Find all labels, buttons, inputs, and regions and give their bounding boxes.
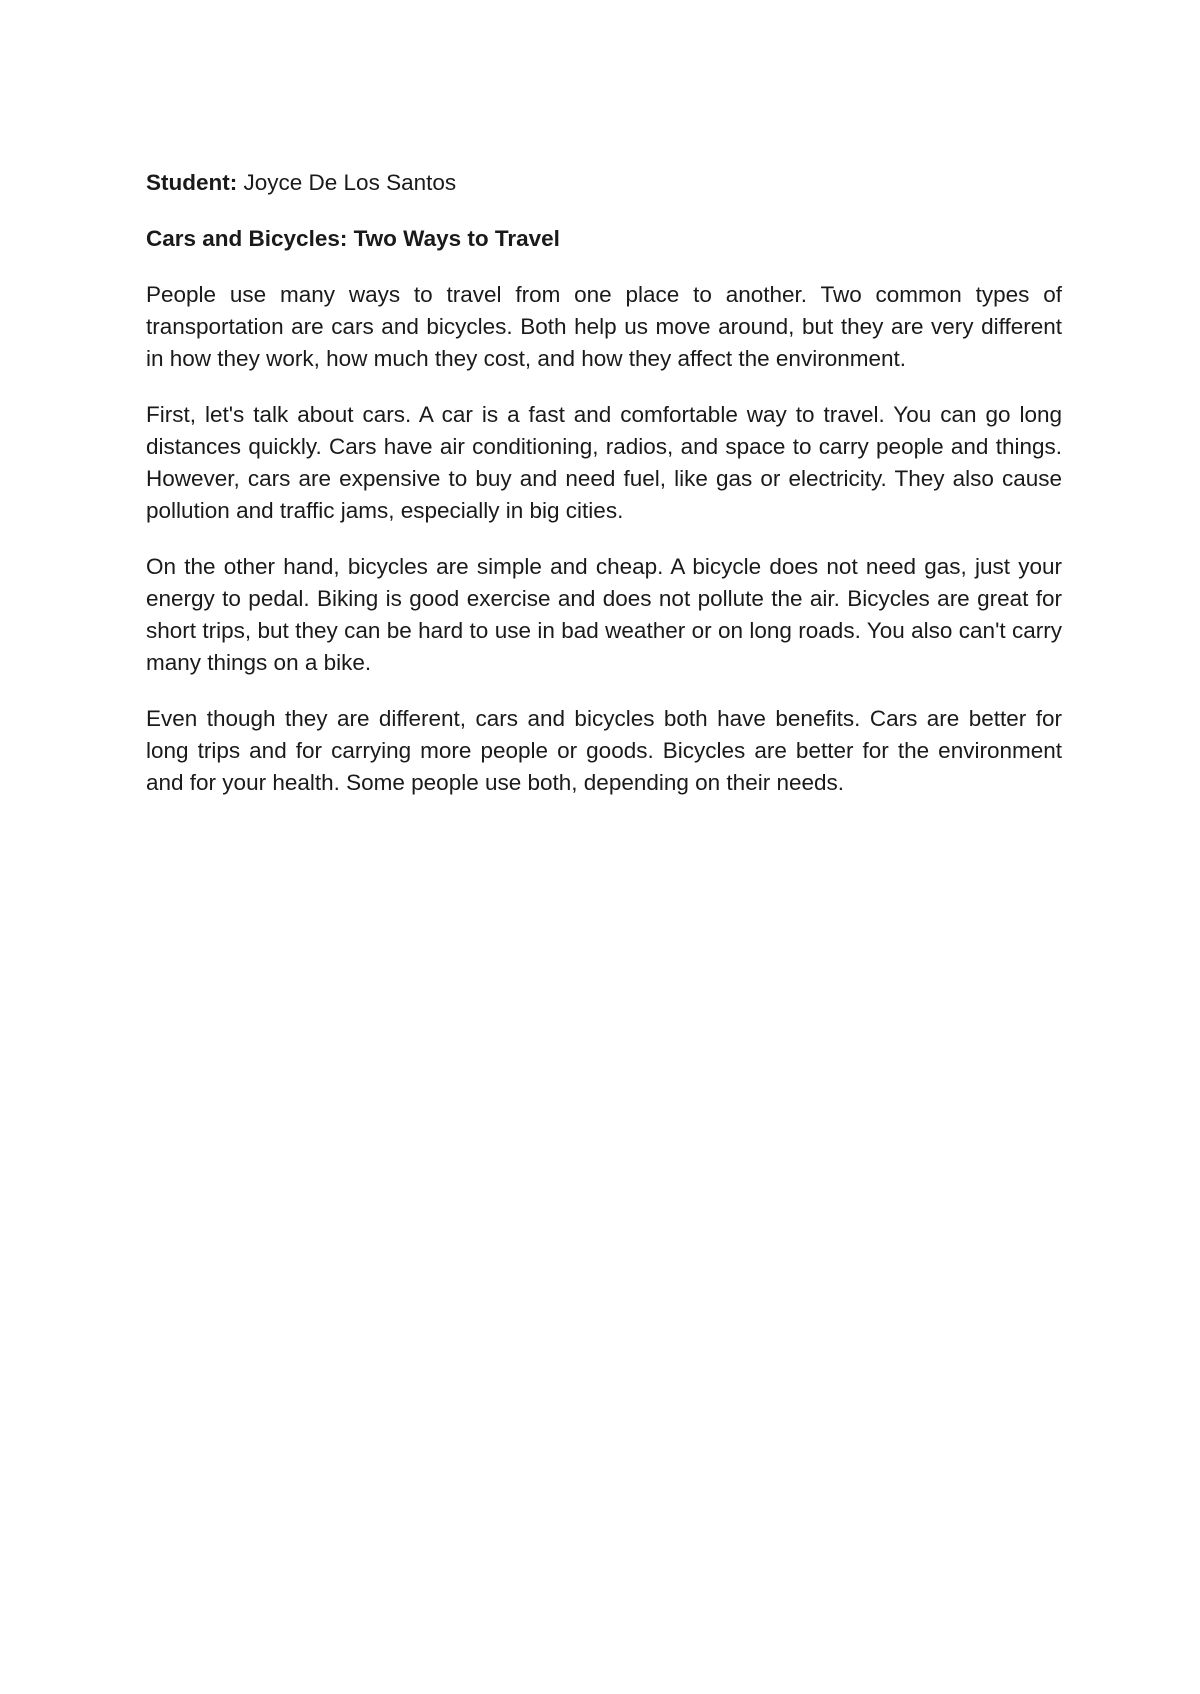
document-body [146, 167, 1062, 823]
paragraph-bicycles: On the other hand, bicycles are simple and cheap. A bicycle does not need gas, just your energy to pedal. Biking is good exercise and does not pollute the air. Bicycles are great for short trips, but they can be hard to use in bad weather or on long roads. You also can't carry many things on a bike. [146, 554, 1062, 675]
document-title: Cars and Bicycles: Two Ways to Travel [146, 226, 560, 251]
paragraph-intro: People use many ways to travel from one place to another. Two common types of transportation are cars and bicycles. Both help us move around, but they are very different in how they work, how much they cost, and how they affect the environment. [146, 282, 1062, 371]
student-line [146, 167, 1062, 199]
paragraph-cars: First, let's talk about cars. A car is a fast and comfortable way to travel. You can go long distances quickly. Cars have air conditioning, radios, and space to carry people and things. However, cars are expensive to buy and need fuel, like gas or electricity. They also cause pollution and traffic jams, especially in big cities. [146, 402, 1062, 523]
paragraph-conclusion: Even though they are different, cars and bicycles both have benefits. Cars are better for long trips and for carrying more people or goods. Bicycles are better for the environment and for your health. Some people use both, depending on their needs. [146, 706, 1062, 795]
student-label: Student: [146, 170, 238, 195]
student-name: Joyce De Los Santos [243, 170, 457, 195]
